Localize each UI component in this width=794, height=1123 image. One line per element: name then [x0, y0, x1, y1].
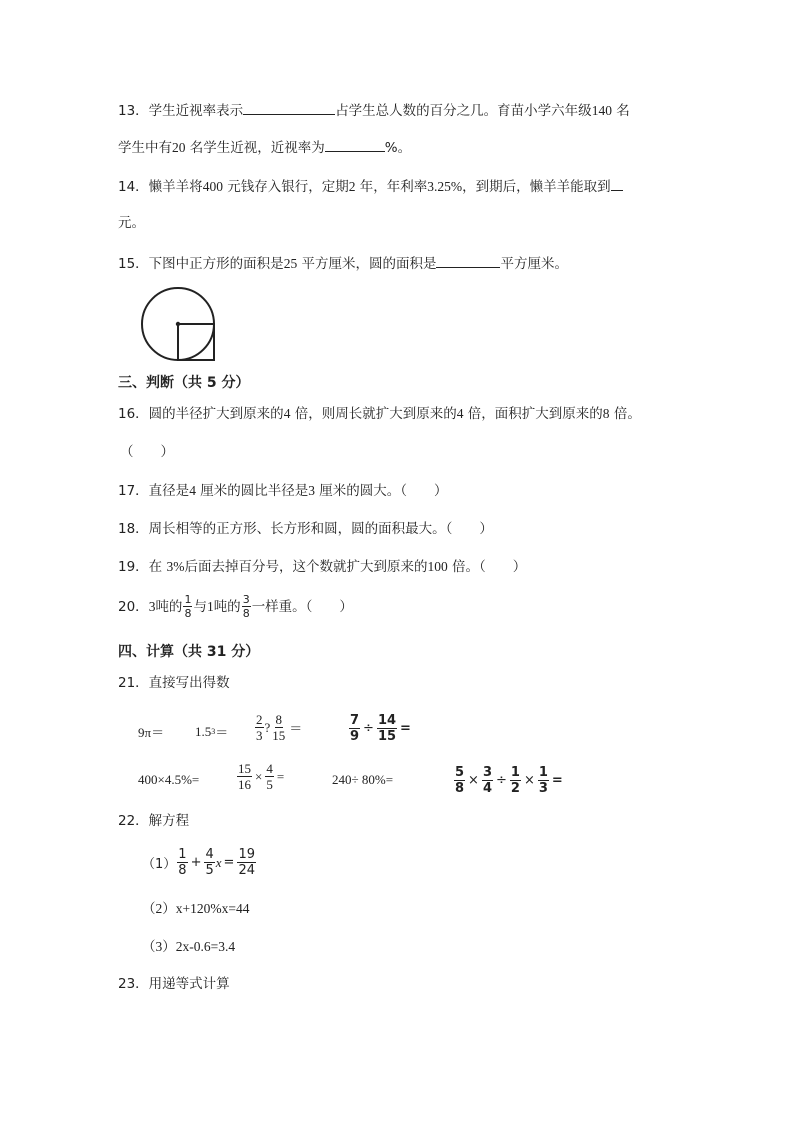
q13-line1: 13．学生近视率表示 占学生总人数的百分之几。育苗小学六年级140 名 — [118, 100, 630, 120]
q14-blank[interactable] — [611, 176, 623, 191]
fraction: $\frac{4}{5}$ — [266, 761, 273, 792]
q21-title: 21．直接写出得数 — [118, 675, 230, 691]
q14-line1: 14．懒羊羊将400 元钱存入银行，定期2 年，年利率3.25%，到期后，懒羊羊能取到 — [118, 176, 623, 196]
fraction: $\frac{1}{3}$ — [538, 765, 548, 796]
q22-title: 22．解方程 — [118, 813, 190, 829]
q18-line: 18．周长相等的正方形、长方形和圆，圆的面积最大。（ ） — [118, 521, 493, 537]
q20-fraction-2: $\frac{3}{8}$ — [242, 593, 250, 620]
fraction: $\frac{14}{15}$ — [377, 713, 397, 744]
fraction: $\frac{15}{16}$ — [238, 761, 251, 792]
section-4-title: 四、计算（共 31 分） — [118, 644, 260, 660]
fraction: $\frac{3}{4}$ — [482, 765, 492, 796]
q21-expr-2: 1.5 3 ＝ — [195, 723, 229, 740]
q15-line: 15．下图中正方形的面积是25 平方厘米，圆的面积是 平方厘米。 — [118, 253, 568, 273]
q23-title: 23．用递等式计算 — [118, 976, 230, 992]
fraction: $\frac{8}{15}$ — [272, 712, 286, 743]
q20-line: 20． 3 吨的 $\frac{1}{8}$ 与 1 吨的 $\frac{3}{8}$ 一样重。（ ） — [118, 593, 353, 620]
fraction: $\frac{4}{5}$ — [205, 847, 214, 878]
q20-fraction-1: $\frac{1}{8}$ — [184, 593, 192, 620]
q19-line: 19．在 3%后面去掉百分号，这个数就扩大到原来的100 倍。（ ） — [118, 559, 527, 575]
fraction: $\frac{7}{9}$ — [350, 713, 360, 744]
q16-answer-paren[interactable]: （ ） — [120, 444, 174, 460]
q13-blank1[interactable] — [243, 100, 335, 115]
q16-line: 16．圆的半径扩大到原来的4 倍，则周长就扩大到原来的4 倍，面积扩大到原来的8 倍。 — [118, 406, 641, 422]
fraction: $\frac{1}{2}$ — [510, 765, 520, 796]
q13-blank2[interactable] — [325, 137, 385, 152]
fraction: $\frac{19}{24}$ — [238, 847, 255, 878]
q21-expr-4: $\frac{7}{9}$ ÷ $\frac{14}{15}$ = — [350, 713, 411, 744]
q21-expr-5: 400×4.5%= — [138, 772, 200, 787]
q21-expr-6: $\frac{15}{16}$ × $\frac{4}{5}$ = — [238, 761, 285, 792]
q17-line: 17．直径是4 厘米的圆比半径是3 厘米的圆大。（ ） — [118, 483, 448, 499]
q21-expr-8: $\frac{5}{8}$ × $\frac{3}{4}$ ÷ $\frac{1}{2}$ × $\frac{1}{3}$ = — [455, 765, 563, 796]
q21-expr-3: $\frac{2}{3}$ ? $\frac{8}{15}$ ＝ — [256, 712, 303, 743]
q14-line2: 元。 — [118, 215, 145, 231]
q13-line2: 学生中有20 名学生近视，近视率为 %。 — [118, 137, 411, 157]
q22-equation-2: （2）x+120%x=44 — [142, 901, 250, 916]
fraction: $\frac{2}{3}$ — [256, 712, 263, 743]
q21-expr-1: 9π＝ — [138, 725, 165, 740]
q22-equation-3: （3）2x-0.6=3.4 — [142, 939, 236, 954]
q21-expr-7: 240÷ 80%= — [332, 772, 394, 787]
fraction: $\frac{1}{8}$ — [178, 847, 187, 878]
q15-blank[interactable] — [436, 253, 500, 268]
circle-square-figure — [138, 286, 222, 366]
fraction: $\frac{5}{8}$ — [455, 765, 465, 796]
section-3-title: 三、判断（共 5 分） — [118, 375, 250, 391]
q22-equation-1: （1） $\frac{1}{8}$ + $\frac{4}{5}$ x = $\frac{19}{24}$ — [142, 847, 255, 878]
